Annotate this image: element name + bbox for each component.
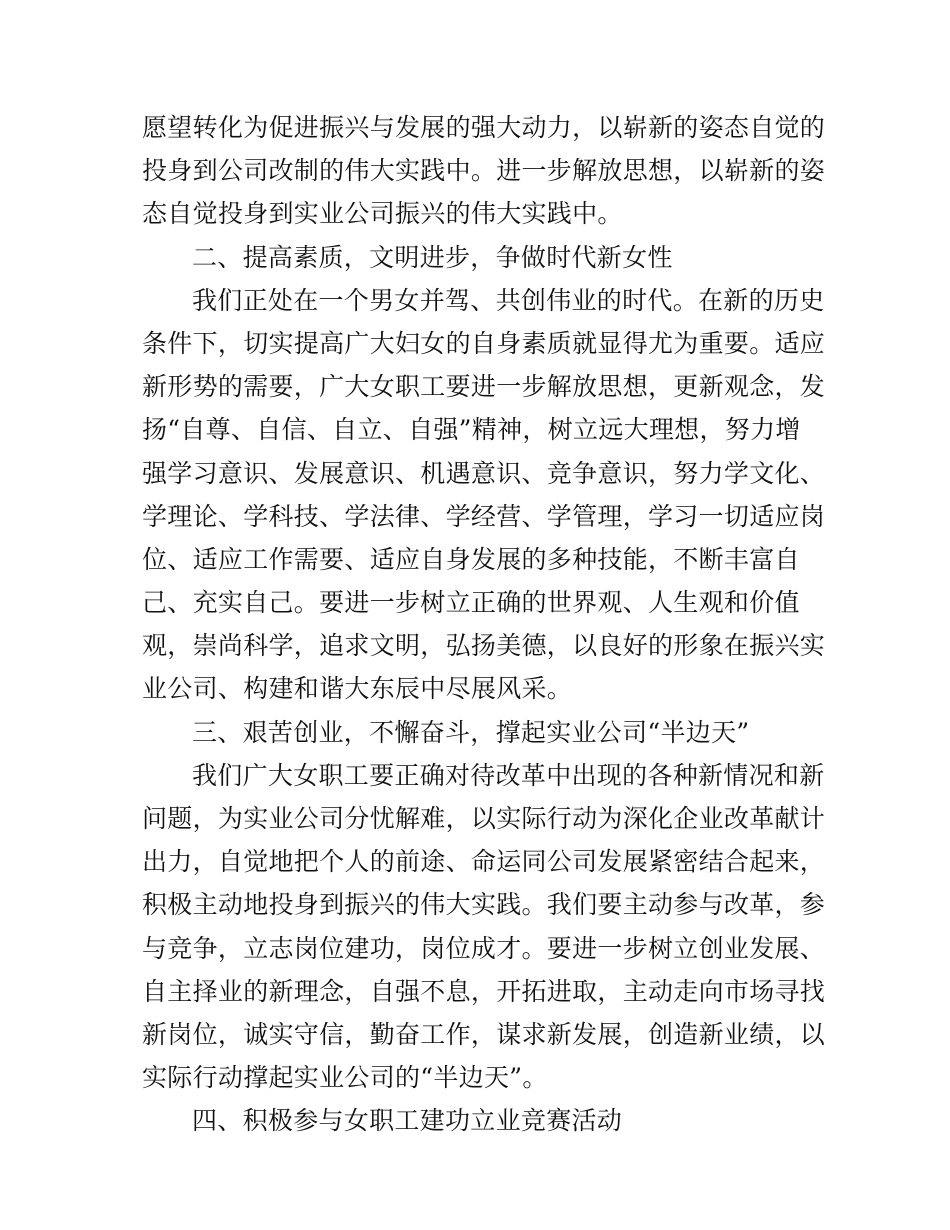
paragraph-start-line: 三、艰苦创业，不懈奋斗，撑起实业公司“半边天” bbox=[192, 717, 750, 747]
text-line: 问题，为实业公司分忧解难，以实际行动为深化企业改革献计 bbox=[142, 804, 826, 833]
text-line: 实际行动撑起实业公司的“半边天”。 bbox=[142, 1063, 548, 1093]
paragraph-start-line: 我们广大女职工要正确对待改革中出现的各种新情况和新 bbox=[192, 760, 825, 790]
text-line: 新岗位，诚实守信，勤奋工作，谋求新发展，创造新业绩，以 bbox=[142, 1019, 826, 1049]
text-line: 己、充实自己。要进一步树立正确的世界观、人生观和价值 bbox=[142, 588, 800, 618]
text-line: 自主择业的新理念，自强不息，开拓进取，主动走向市场寻找 bbox=[142, 976, 826, 1006]
paragraph-start-line: 我们正处在一个男女并驾、共创伟业的时代。在新的历史 bbox=[192, 285, 825, 315]
text-line: 观，崇尚科学，追求文明，弘扬美德，以良好的形象在振兴实 bbox=[142, 631, 826, 661]
body-text bbox=[142, 106, 832, 1143]
text-line: 态自觉投身到实业公司振兴的伟大实践中。 bbox=[142, 199, 623, 229]
text-line: 投身到公司改制的伟大实践中。进一步解放思想，以崭新的姿 bbox=[142, 156, 826, 186]
text-line: 位、适应工作需要、适应自身发展的多种技能，不断丰富自 bbox=[142, 544, 800, 574]
paragraph-start-line: 二、提高素质，文明进步，争做时代新女性 bbox=[192, 242, 673, 272]
text-line: 业公司、构建和谐大东辰中尽展风采。 bbox=[142, 674, 573, 704]
text-line: 与竞争，立志岗位建功，岗位成才。要进一步树立创业发展、 bbox=[142, 933, 826, 963]
text-line: 新形势的需要，广大女职工要进一步解放思想，更新观念，发 bbox=[142, 372, 826, 402]
paragraph-start-line: 四、积极参与女职工建功立业竞赛活动 bbox=[192, 1106, 623, 1136]
text-line: 条件下，切实提高广大妇女的自身素质就显得尤为重要。适应 bbox=[142, 328, 826, 358]
text-line: 出力，自觉地把个人的前途、命运同公司发展紧密结合起来， bbox=[142, 847, 826, 877]
text-line: 学理论、学科技、学法律、学经营、学管理，学习一切适应岗 bbox=[142, 501, 826, 531]
text-line: 愿望转化为促进振兴与发展的强大动力，以崭新的姿态自觉的 bbox=[142, 113, 826, 142]
text-line: 积极主动地投身到振兴的伟大实践。我们要主动参与改革，参 bbox=[142, 890, 826, 920]
text-line: 强学习意识、发展意识、机遇意识、竞争意识，努力学文化、 bbox=[142, 458, 826, 488]
text-line: 扬“自尊、自信、自立、自强”精神，树立远大理想，努力增 bbox=[142, 415, 801, 445]
